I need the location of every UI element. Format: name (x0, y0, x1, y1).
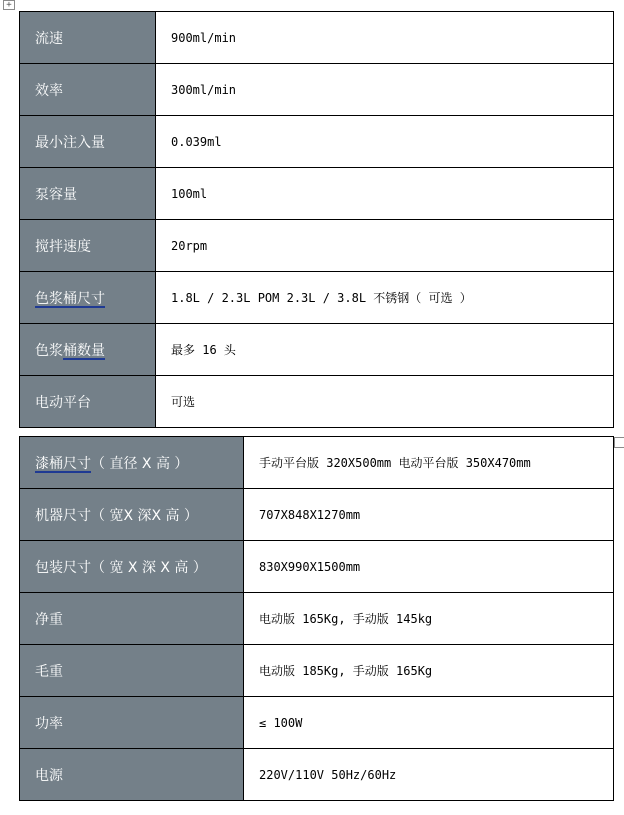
row-value: ≤ 100W (244, 697, 614, 749)
row-label: 搅拌速度 (20, 220, 156, 272)
row-value: 707X848X1270mm (244, 489, 614, 541)
spec-table-2 (19, 436, 614, 801)
row-label: 效率 (20, 64, 156, 116)
row-value: 电动版 165Kg, 手动版 145kg (244, 593, 614, 645)
table-row (20, 645, 614, 697)
row-label-text: 色浆 (35, 342, 63, 359)
table-move-handle-icon[interactable]: + (3, 0, 15, 10)
row-value: 100ml (156, 168, 614, 220)
row-label (20, 324, 156, 376)
row-label: 电动平台 (20, 376, 156, 428)
table-row (20, 697, 614, 749)
table-row (20, 12, 614, 64)
table-row (20, 376, 614, 428)
row-label-text-underlined: 桶数量 (63, 342, 105, 359)
table-row (20, 437, 614, 489)
row-value: 电动版 185Kg, 手动版 165Kg (244, 645, 614, 697)
row-value: 220V/110V 50Hz/60Hz (244, 749, 614, 801)
row-label: 最小注入量 (20, 116, 156, 168)
row-value: 可选 (156, 376, 614, 428)
row-value: 手动平台版 320X500mm 电动平台版 350X470mm (244, 437, 614, 489)
row-label: 泵容量 (20, 168, 156, 220)
row-value: 300ml/min (156, 64, 614, 116)
row-label: 净重 (20, 593, 244, 645)
table-row (20, 593, 614, 645)
row-value: 20rpm (156, 220, 614, 272)
row-label: 电源 (20, 749, 244, 801)
row-label: 包装尺寸（ 宽 X 深 X 高 ） (20, 541, 244, 593)
row-value: 1.8L / 2.3L POM 2.3L / 3.8L 不锈钢（ 可选 ） (156, 272, 614, 324)
table-row (20, 64, 614, 116)
table-resize-handle-icon[interactable] (614, 437, 624, 448)
row-value: 最多 16 头 (156, 324, 614, 376)
table-row (20, 168, 614, 220)
table-row (20, 272, 614, 324)
row-value: 0.039ml (156, 116, 614, 168)
row-label-text: （ 直径 X 高 ） (91, 455, 189, 472)
spec-table-1 (19, 11, 614, 428)
row-label (20, 437, 244, 489)
table-row (20, 749, 614, 801)
row-label-text-underlined: 漆桶尺寸 (35, 455, 91, 472)
row-label: 流速 (20, 12, 156, 64)
row-label-text: 色浆桶尺寸 (35, 290, 105, 307)
row-label: 毛重 (20, 645, 244, 697)
table-row (20, 116, 614, 168)
row-label: 机器尺寸（ 宽X 深X 高 ） (20, 489, 244, 541)
row-value: 830X990X1500mm (244, 541, 614, 593)
row-label (20, 272, 156, 324)
table-row (20, 324, 614, 376)
row-label: 功率 (20, 697, 244, 749)
table-row (20, 541, 614, 593)
row-value: 900ml/min (156, 12, 614, 64)
table-row (20, 220, 614, 272)
table-row (20, 489, 614, 541)
